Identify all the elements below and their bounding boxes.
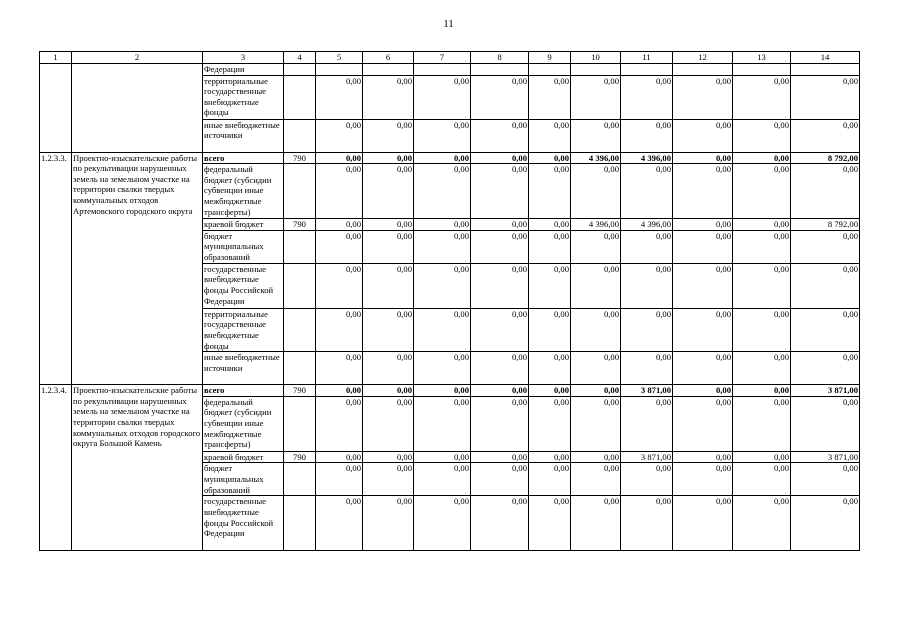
amount-cell: 0,00 — [621, 119, 673, 152]
header-cell: 10 — [571, 52, 621, 64]
amount-cell: 0,00 — [621, 308, 673, 351]
amount-cell: 0,00 — [529, 451, 571, 463]
amount-cell — [414, 64, 471, 76]
amount-cell: 3 871,00 — [621, 451, 673, 463]
funding-source: Федерации — [203, 64, 284, 76]
amount-cell — [363, 64, 414, 76]
header-cell: 4 — [284, 52, 316, 64]
amount-cell: 0,00 — [621, 263, 673, 308]
amount-cell: 0,00 — [529, 164, 571, 219]
amount-cell: 0,00 — [673, 396, 733, 451]
amount-cell: 0,00 — [673, 230, 733, 263]
header-cell: 3 — [203, 52, 284, 64]
amount-cell: 0,00 — [733, 352, 791, 385]
amount-cell: 4 396,00 — [621, 152, 673, 164]
header-cell: 11 — [621, 52, 673, 64]
funding-source: краевой бюджет — [203, 219, 284, 231]
kbk-code: 790 — [284, 219, 316, 231]
amount-cell: 0,00 — [363, 164, 414, 219]
amount-cell: 0,00 — [733, 152, 791, 164]
amount-cell: 0,00 — [471, 75, 529, 119]
table-row — [40, 64, 860, 76]
amount-cell: 0,00 — [673, 463, 733, 496]
amount-cell: 0,00 — [791, 119, 860, 152]
amount-cell: 0,00 — [733, 119, 791, 152]
funding-source: территориальные государственные внебюджетные фонды — [203, 308, 284, 351]
kbk-code: 790 — [284, 152, 316, 164]
amount-cell: 0,00 — [529, 496, 571, 551]
amount-cell: 0,00 — [673, 308, 733, 351]
amount-cell: 0,00 — [471, 496, 529, 551]
header-row — [40, 52, 860, 64]
amount-cell: 0,00 — [529, 385, 571, 397]
amount-cell: 0,00 — [316, 396, 363, 451]
amount-cell: 0,00 — [791, 75, 860, 119]
amount-cell: 0,00 — [733, 496, 791, 551]
amount-cell: 0,00 — [571, 308, 621, 351]
amount-cell: 0,00 — [363, 152, 414, 164]
amount-cell: 0,00 — [529, 463, 571, 496]
kbk-code — [284, 308, 316, 351]
amount-cell: 0,00 — [791, 308, 860, 351]
amount-cell: 0,00 — [529, 308, 571, 351]
amount-cell: 3 871,00 — [791, 451, 860, 463]
amount-cell: 0,00 — [414, 164, 471, 219]
amount-cell: 0,00 — [471, 152, 529, 164]
amount-cell: 0,00 — [414, 352, 471, 385]
amount-cell: 0,00 — [414, 230, 471, 263]
amount-cell: 0,00 — [414, 219, 471, 231]
funding-source: всего — [203, 385, 284, 397]
kbk-code — [284, 164, 316, 219]
amount-cell: 0,00 — [571, 496, 621, 551]
amount-cell: 0,00 — [529, 75, 571, 119]
amount-cell: 0,00 — [571, 164, 621, 219]
amount-cell: 0,00 — [529, 230, 571, 263]
amount-cell: 0,00 — [471, 308, 529, 351]
amount-cell — [791, 64, 860, 76]
amount-cell: 0,00 — [471, 230, 529, 263]
amount-cell: 0,00 — [414, 496, 471, 551]
amount-cell: 0,00 — [316, 219, 363, 231]
amount-cell: 0,00 — [791, 396, 860, 451]
amount-cell: 0,00 — [733, 396, 791, 451]
amount-cell: 0,00 — [316, 463, 363, 496]
amount-cell: 0,00 — [571, 352, 621, 385]
amount-cell: 0,00 — [414, 75, 471, 119]
amount-cell: 0,00 — [363, 308, 414, 351]
amount-cell: 0,00 — [571, 75, 621, 119]
amount-cell: 0,00 — [529, 396, 571, 451]
funding-source: государственные внебюджетные фонды Российской Федерации — [203, 496, 284, 551]
amount-cell: 0,00 — [621, 396, 673, 451]
funding-source: краевой бюджет — [203, 451, 284, 463]
amount-cell: 0,00 — [571, 451, 621, 463]
amount-cell: 0,00 — [316, 263, 363, 308]
amount-cell: 0,00 — [733, 263, 791, 308]
funding-source: бюджет муниципальных образований — [203, 463, 284, 496]
amount-cell: 0,00 — [316, 230, 363, 263]
amount-cell: 0,00 — [673, 352, 733, 385]
amount-cell: 0,00 — [733, 451, 791, 463]
amount-cell: 0,00 — [733, 219, 791, 231]
amount-cell: 0,00 — [571, 119, 621, 152]
amount-cell: 0,00 — [673, 219, 733, 231]
kbk-code: 790 — [284, 385, 316, 397]
budget-table — [39, 51, 860, 551]
amount-cell — [673, 64, 733, 76]
header-cell: 14 — [791, 52, 860, 64]
amount-cell: 0,00 — [414, 308, 471, 351]
amount-cell: 8 792,00 — [791, 219, 860, 231]
amount-cell: 0,00 — [363, 385, 414, 397]
amount-cell: 4 396,00 — [571, 152, 621, 164]
header-cell: 12 — [673, 52, 733, 64]
amount-cell: 0,00 — [529, 219, 571, 231]
funding-source: федеральный бюджет (субсидии субвенции иные межбюджетные трансферты) — [203, 164, 284, 219]
amount-cell: 0,00 — [471, 396, 529, 451]
amount-cell: 0,00 — [673, 496, 733, 551]
amount-cell: 0,00 — [363, 396, 414, 451]
amount-cell: 0,00 — [471, 164, 529, 219]
amount-cell: 0,00 — [673, 152, 733, 164]
amount-cell: 0,00 — [733, 164, 791, 219]
amount-cell — [529, 64, 571, 76]
header-cell: 6 — [363, 52, 414, 64]
amount-cell: 0,00 — [363, 352, 414, 385]
amount-cell: 0,00 — [471, 385, 529, 397]
amount-cell: 0,00 — [414, 152, 471, 164]
amount-cell — [316, 64, 363, 76]
header-cell: 13 — [733, 52, 791, 64]
amount-cell: 0,00 — [471, 119, 529, 152]
amount-cell — [471, 64, 529, 76]
amount-cell: 4 396,00 — [621, 219, 673, 231]
amount-cell: 0,00 — [791, 230, 860, 263]
amount-cell: 0,00 — [791, 263, 860, 308]
item-code: 1.2.3.4. — [40, 385, 72, 551]
kbk-code: 790 — [284, 451, 316, 463]
amount-cell: 0,00 — [529, 152, 571, 164]
amount-cell: 0,00 — [316, 164, 363, 219]
funding-source: территориальные государственные внебюджетные фонды — [203, 75, 284, 119]
amount-cell — [571, 64, 621, 76]
amount-cell: 0,00 — [621, 230, 673, 263]
amount-cell: 0,00 — [471, 263, 529, 308]
amount-cell: 0,00 — [316, 451, 363, 463]
funding-source: государственные внебюджетные фонды Российской Федерации — [203, 263, 284, 308]
amount-cell: 0,00 — [571, 263, 621, 308]
amount-cell: 0,00 — [363, 263, 414, 308]
amount-cell: 0,00 — [791, 164, 860, 219]
amount-cell: 0,00 — [414, 396, 471, 451]
amount-cell: 0,00 — [363, 451, 414, 463]
item-code — [40, 64, 72, 153]
amount-cell: 0,00 — [673, 385, 733, 397]
amount-cell: 0,00 — [673, 451, 733, 463]
amount-cell: 3 871,00 — [791, 385, 860, 397]
funding-source: иные внебюджетные источники — [203, 119, 284, 152]
amount-cell: 0,00 — [471, 352, 529, 385]
amount-cell: 0,00 — [733, 463, 791, 496]
amount-cell: 0,00 — [363, 119, 414, 152]
kbk-code — [284, 396, 316, 451]
table-row — [40, 152, 860, 164]
header-cell: 5 — [316, 52, 363, 64]
amount-cell: 4 396,00 — [571, 219, 621, 231]
amount-cell: 0,00 — [316, 75, 363, 119]
kbk-code — [284, 64, 316, 76]
amount-cell: 0,00 — [414, 119, 471, 152]
amount-cell: 0,00 — [733, 308, 791, 351]
amount-cell: 0,00 — [791, 463, 860, 496]
amount-cell — [733, 64, 791, 76]
kbk-code — [284, 263, 316, 308]
kbk-code — [284, 119, 316, 152]
amount-cell: 0,00 — [316, 152, 363, 164]
kbk-code — [284, 463, 316, 496]
item-name — [72, 64, 203, 153]
header-cell: 2 — [72, 52, 203, 64]
kbk-code — [284, 230, 316, 263]
amount-cell: 0,00 — [571, 230, 621, 263]
item-code: 1.2.3.3. — [40, 152, 72, 385]
amount-cell: 0,00 — [363, 219, 414, 231]
amount-cell: 0,00 — [471, 463, 529, 496]
kbk-code — [284, 496, 316, 551]
amount-cell: 0,00 — [529, 119, 571, 152]
funding-source: всего — [203, 152, 284, 164]
header-cell: 7 — [414, 52, 471, 64]
funding-source: бюджет муниципальных образований — [203, 230, 284, 263]
header-cell: 8 — [471, 52, 529, 64]
amount-cell: 0,00 — [316, 385, 363, 397]
kbk-code — [284, 352, 316, 385]
page-number: 11 — [443, 18, 454, 30]
funding-source: иные внебюджетные источники — [203, 352, 284, 385]
amount-cell: 0,00 — [414, 451, 471, 463]
amount-cell: 0,00 — [673, 119, 733, 152]
header-cell: 9 — [529, 52, 571, 64]
amount-cell: 8 792,00 — [791, 152, 860, 164]
amount-cell: 0,00 — [621, 352, 673, 385]
table-row — [40, 385, 860, 397]
amount-cell: 0,00 — [363, 463, 414, 496]
amount-cell: 0,00 — [791, 352, 860, 385]
amount-cell: 0,00 — [316, 496, 363, 551]
amount-cell: 0,00 — [471, 219, 529, 231]
amount-cell: 0,00 — [673, 75, 733, 119]
amount-cell: 0,00 — [791, 496, 860, 551]
item-name: Проектно-изыскательские работы по рекультивации нарушенных земель на земельном участке на территории свалки твердых коммунальных отходов городского округа Большой Камень — [72, 385, 203, 551]
amount-cell: 0,00 — [571, 396, 621, 451]
amount-cell: 0,00 — [733, 75, 791, 119]
amount-cell: 0,00 — [363, 75, 414, 119]
amount-cell: 0,00 — [316, 308, 363, 351]
amount-cell: 0,00 — [414, 263, 471, 308]
amount-cell: 0,00 — [363, 496, 414, 551]
header-cell: 1 — [40, 52, 72, 64]
amount-cell: 0,00 — [529, 352, 571, 385]
amount-cell: 0,00 — [733, 385, 791, 397]
amount-cell: 0,00 — [733, 230, 791, 263]
amount-cell: 0,00 — [316, 352, 363, 385]
amount-cell: 0,00 — [621, 496, 673, 551]
amount-cell: 0,00 — [673, 164, 733, 219]
amount-cell: 3 871,00 — [621, 385, 673, 397]
amount-cell: 0,00 — [363, 230, 414, 263]
amount-cell: 0,00 — [621, 463, 673, 496]
amount-cell: 0,00 — [414, 385, 471, 397]
amount-cell — [621, 64, 673, 76]
amount-cell: 0,00 — [529, 263, 571, 308]
amount-cell: 0,00 — [414, 463, 471, 496]
amount-cell: 0,00 — [571, 385, 621, 397]
funding-source: федеральный бюджет (субсидии субвенции иные межбюджетные трансферты) — [203, 396, 284, 451]
amount-cell: 0,00 — [621, 164, 673, 219]
amount-cell: 0,00 — [571, 463, 621, 496]
amount-cell: 0,00 — [471, 451, 529, 463]
amount-cell: 0,00 — [621, 75, 673, 119]
item-name: Проектно-изыскательские работы по рекультивации нарушенных земель на земельном участке на территории свалки твердых коммунальных отходов Артемовского городского округа — [72, 152, 203, 385]
amount-cell: 0,00 — [673, 263, 733, 308]
kbk-code — [284, 75, 316, 119]
amount-cell: 0,00 — [316, 119, 363, 152]
